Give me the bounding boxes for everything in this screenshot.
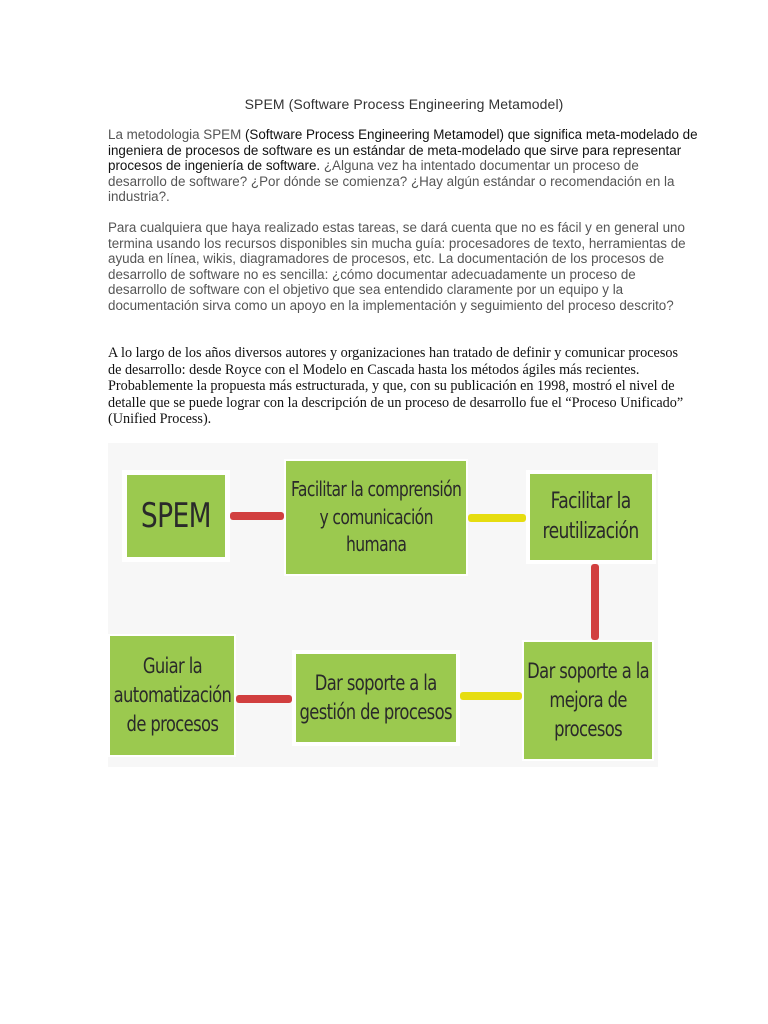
connector-reutilizacion-mejora	[591, 564, 599, 640]
connector-comprension-reutilizacion	[468, 514, 526, 522]
connector-gestion-automatizacion	[236, 695, 292, 703]
paragraph-documentation: Para cualquiera que haya realizado estas tareas, se dará cuenta que no es fácil y en general uno termina usando los recursos disponibles sin mucha guía: procesadores de texto, herramientas de ayuda en línea, wikis, diagramadores de procesos, etc. La documentación de los procesos de desarrollo de software no es sencilla: ¿cómo documentar adecuadamente un proceso de desarrollo de software con el objetivo que sea entendido claramente por un equipo y la documentación sirva como un apoyo en la implementación y seguimiento del proceso descrito?	[108, 220, 686, 313]
box-soporte-mejora	[522, 640, 654, 761]
connector-mejora-gestion	[460, 692, 522, 700]
box-guiar-automatizacion-line1: Guiar la	[142, 654, 202, 679]
box-spem	[122, 470, 230, 562]
paragraph-intro	[108, 127, 698, 205]
box-facilitar-comprension-line2: y comunicación	[319, 504, 433, 529]
intro-definition-text: (Software Process Engineering Metamodel) que significa meta-modelado de ingeniera de procesos de software es un estándar de meta-modelado que sirve para representar procesos de ingeniería de software.	[108, 127, 698, 174]
spem-diagram	[108, 443, 658, 767]
paragraph-history: A lo largo de los años diversos autores y organizaciones han tratado de definir y comunicar procesos de desarrollo: desde Royce con el Modelo en Cascada hasta los métodos ágiles más recientes. Probablemente la propuesta más estructurada, y que, con su publicación en 1998, mostró el nivel de detalle que se puede lograr con la descripción de un proceso de desarrollo fue el “Proceso Unificado” (Unified Process).	[108, 345, 684, 428]
connector-spem-comprension	[230, 512, 284, 520]
box-guiar-automatizacion-line2: automatización	[113, 683, 231, 708]
box-facilitar-reutilizacion-line2: reutilización	[542, 519, 640, 544]
box-guiar-automatizacion-line3: de procesos	[126, 711, 218, 736]
intro-lead-text: La metodologia SPEM	[108, 127, 245, 142]
box-facilitar-reutilizacion-line1: Facilitar la	[550, 488, 632, 514]
intro-question-text: ¿Alguna vez ha intentado documentar un proceso de desarrollo de software? ¿Por dónde se comienza? ¿Hay algún estándar o recomendación en la industria?.	[108, 158, 675, 205]
box-facilitar-comprension-line3: humana	[345, 532, 407, 557]
box-guiar-automatizacion	[108, 634, 236, 757]
box-facilitar-comprension	[284, 459, 468, 576]
box-soporte-mejora-line2: mejora de	[549, 688, 627, 713]
box-facilitar-reutilizacion	[526, 470, 656, 564]
box-soporte-gestion-line2: gestión de procesos	[299, 700, 453, 724]
box-facilitar-comprension-line1: Facilitar la comprensión	[290, 477, 462, 502]
box-soporte-gestion	[292, 650, 460, 746]
box-soporte-gestion-line1: Dar soporte a la	[315, 671, 437, 696]
box-spem-label: SPEM	[141, 495, 211, 536]
document-title: SPEM (Software Process Engineering Metamodel)	[244, 96, 564, 112]
box-soporte-mejora-line1: Dar soporte a la	[527, 659, 649, 684]
box-soporte-mejora-line3: procesos	[554, 716, 622, 741]
